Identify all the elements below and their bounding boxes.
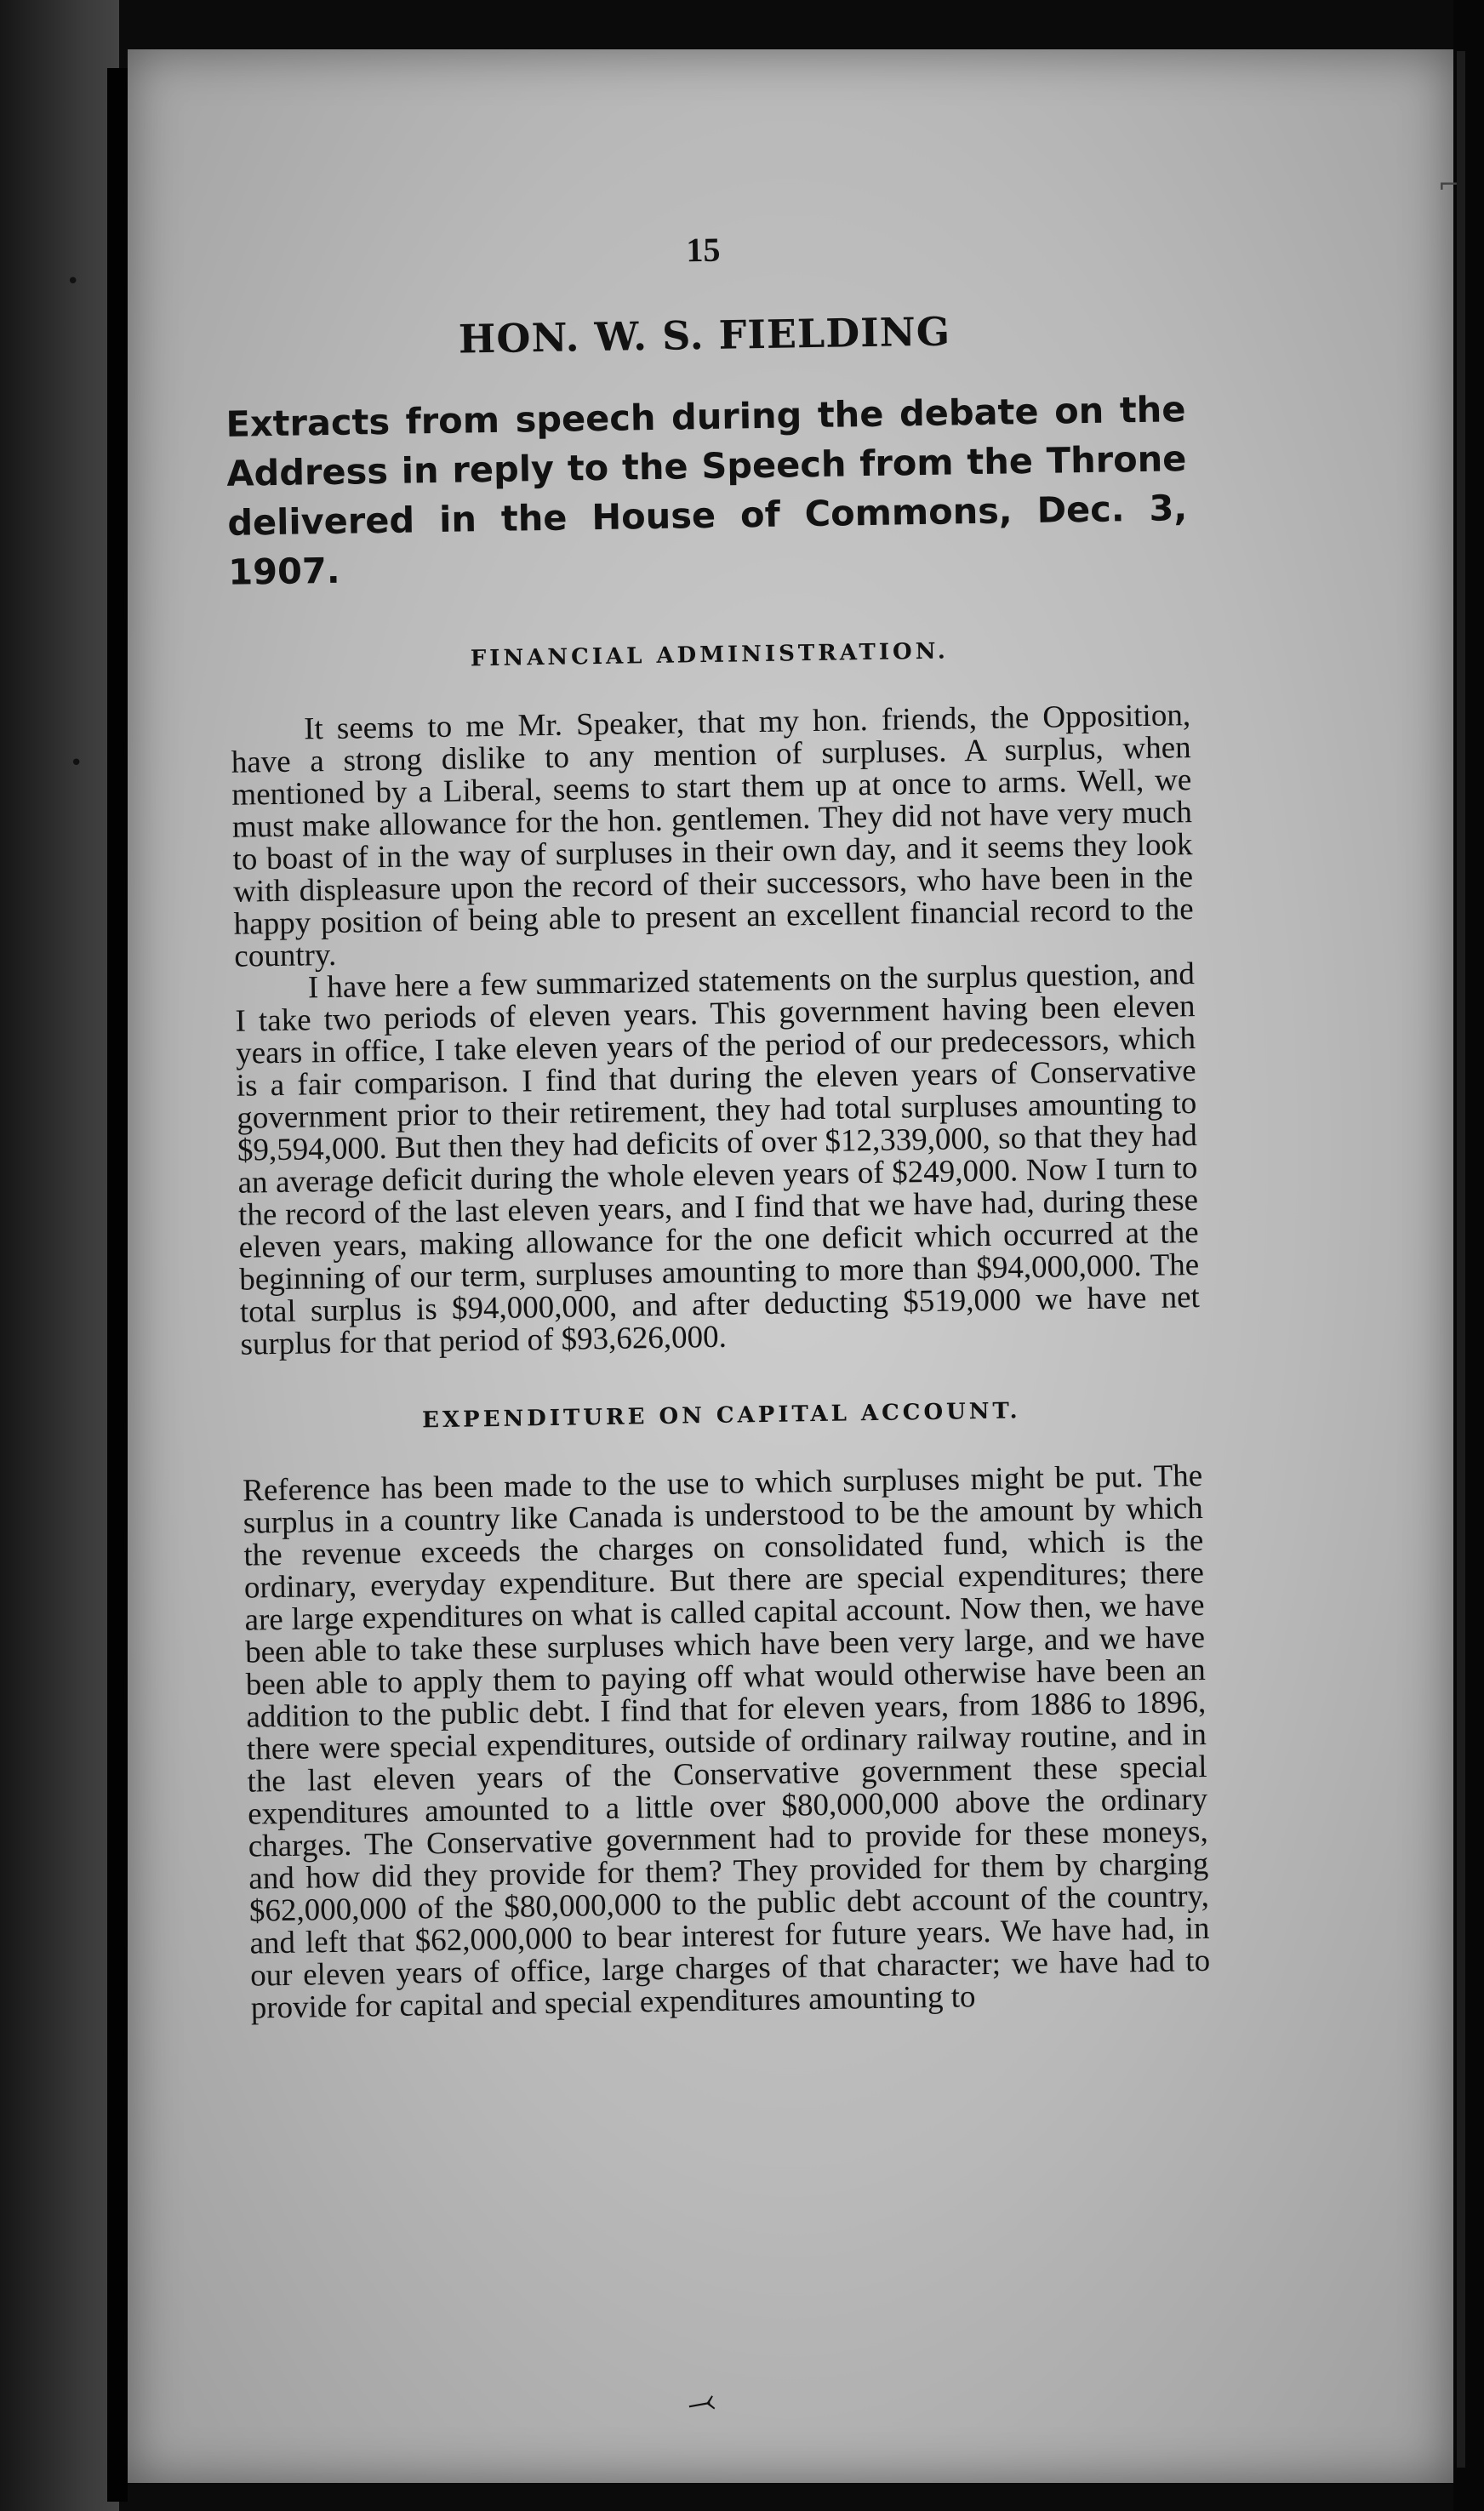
left-black-rule [107, 68, 128, 2502]
section-heading-capital: EXPENDITURE ON CAPITAL ACCOUNT. [421, 1398, 1021, 1434]
scan-mark-bottom: ⤙ [684, 2380, 718, 2424]
paragraph: Reference has been made to the use to which surpluses might be put. The surplus in a country like Canada is understood to be the amount by which the revenue exceeds the charges on consolidated fund, which is the ordinary, everyday expenditure. But there are special expenditures; there are large expenditures on what is called capital account. Now then, we have been able to take these surpluses which have been very large, and we have been able to apply them to paying off what would otherwise have been an addition to the public debt. I find that for eleven years, from 1886 to 1896, there were special expenditures, outside of ordinary railway routine, and in the last eleven years of the Conservative government these special expenditures amounted to a little over $80,000,000 above the ordinary charges. The Conservative government had to provide for these moneys, and how did they provide for them? They provided for them by charging $62,000,000 of the $80,000,000 to the public debt account of the country, and left that $62,000,000 to bear interest for future years. We have had, in our eleven years of office, large charges of that character; we have had to provide for capital and special expenditures amounting to [242, 1458, 1211, 2026]
document-body [223, 222, 1211, 2024]
scan-mark-left: • [70, 750, 83, 776]
section-heading-financial: FINANCIAL ADMINISTRATION. [470, 638, 950, 672]
scan-mark-right: ⌐ [1438, 170, 1460, 200]
paragraph: It seems to me Mr. Speaker, that my hon. friends, the Opposition, have a strong dislike to any mention of surpluses. A surplus, when mentioned by a Liberal, seems to start them up at once to arms. Well, we must make allowance for the hon. gentlemen. They did not have very much to boast of in the way of surpluses in their own day, and it seems they look with displeasure upon the record of their successors, who have been in the happy position of being able to present an excellent financial record to the country. [231, 698, 1194, 974]
right-edge-rule [1457, 51, 1465, 2468]
speech-subtitle: Extracts from speech during the debate on the Address in reply to the Speech from the Throne delivered in the House of Commons, Dec. 3, 1907. [225, 388, 1188, 593]
scan-left-margin [0, 0, 119, 2511]
page-number: 15 [686, 230, 721, 270]
speaker-heading: HON. W. S. FIELDING [458, 308, 951, 362]
paragraph: I have here a few summarized statements on the surplus question, and I take two periods of eleven years. This government having been eleven years in office, I take eleven years of the period of our predecessors, which is a fair comparison. I find that during the eleven years of Conservative government prior to their retirement, they had total surpluses amounting to $9,594,000. But then they had deficits of over $12,339,000, so that they had an average deficit during the whole eleven years of $249,000. Now I turn to the record of the last eleven years, and I find that we have had, during these eleven years, making allowance for the one deficit which occurred at the beginning of our term, surpluses amounting to more than $94,000,000. The total surplus is $94,000,000, and after deducting $519,000 we have net surplus for that period of $93,626,000. [235, 956, 1201, 1362]
scan-mark-top-left: • [66, 269, 80, 294]
